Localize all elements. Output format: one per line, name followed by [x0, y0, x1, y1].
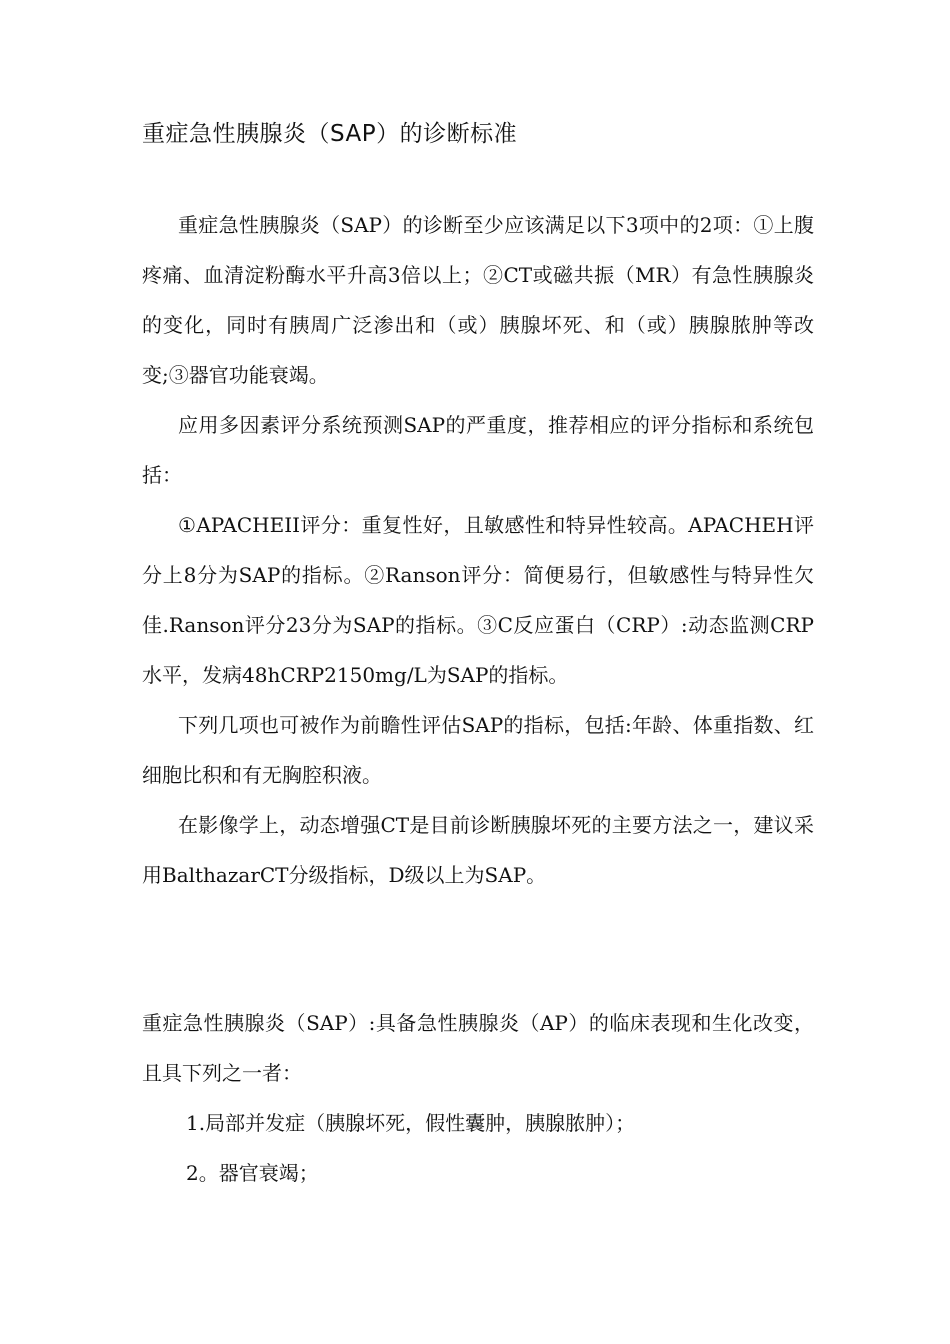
paragraph-diagnosis-criteria: 重症急性胰腺炎（SAP）的诊断至少应该满足以下3项中的2项：①上腹疼痛、血清淀粉酶水平升高3倍以上；②CT或磁共振（MR）有急性胰腺炎的变化，同时有胰周广泛渗出和（或）胰腺坏死、和（或）胰腺脓肿等改变;③器官功能衰竭。	[142, 213, 814, 387]
paragraph-scoring-details: ①APACHEII评分：重复性好，且敏感性和特异性较高。APACHEH评分上8分为SAP的指标。②Ranson评分：简便易行，但敏感性与特异性欠佳.Ranson评分23分为SAP的指标。③C反应蛋白（CRP）:动态监测CRP水平，发病48hCRP2150mg/L为SAP的指标。	[142, 513, 814, 687]
diagnosis-section	[142, 200, 814, 900]
paragraph-scoring-systems: 应用多因素评分系统预测SAP的严重度，推荐相应的评分指标和系统包括：	[142, 413, 814, 487]
paragraph-definition: 重症急性胰腺炎（SAP）:具备急性胰腺炎（AP）的临床表现和生化改变，且具下列之一者：	[142, 1011, 814, 1085]
definition-section	[142, 998, 814, 1198]
list-item-local-complications: 1.局部并发症（胰腺坏死，假性囊肿，胰腺脓肿）；	[186, 1111, 636, 1135]
document-title: 重症急性胰腺炎（SAP）的诊断标准	[142, 121, 518, 147]
paragraph-imaging: 在影像学上，动态增强CT是目前诊断胰腺坏死的主要方法之一，建议采用BalthazarCT分级指标，D级以上为SAP。	[142, 813, 814, 887]
paragraph-prospective-indicators: 下列几项也可被作为前瞻性评估SAP的指标，包括:年龄、体重指数、红细胞比积和有无胸腔积液。	[142, 713, 814, 787]
list-item-organ-failure: 2。器官衰竭；	[186, 1161, 319, 1185]
